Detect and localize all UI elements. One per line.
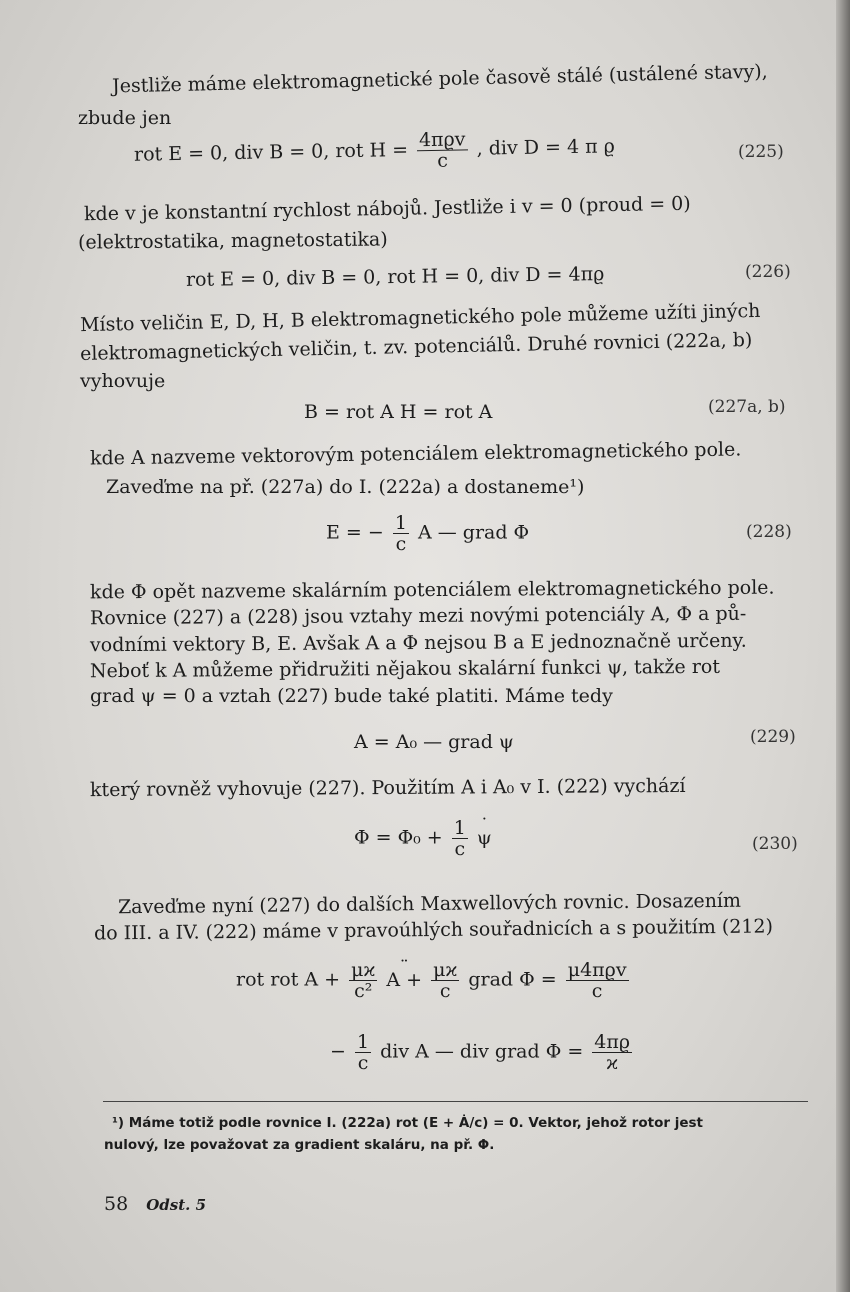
text-line: zbude jen	[78, 107, 172, 129]
equation-229: A = A₀ — grad ψ	[354, 731, 514, 753]
text-line: kde Φ opět nazveme skalárním potenciálem elektromagnetického pole.	[89, 576, 775, 604]
page-number: 58	[104, 1193, 129, 1215]
text-line: vyhovuje	[80, 370, 166, 392]
text-line: grad ψ = 0 a vztah (227) bude také platiti. Máme tedy	[90, 685, 613, 707]
page-folio	[104, 1193, 206, 1215]
equation-231: rot rot A + $\frac{\mu ϰ}{\text{c²}}$ A + ¨ $\frac{\mu ϰ}{c}$ grad Φ = $\frac{\text{μ4πϱv}}{c}$	[236, 960, 632, 1001]
equation-number: (226)	[745, 262, 791, 282]
equation-230: Φ = Φ₀ + $\frac{1}{c}$ ψ ˙	[354, 818, 492, 859]
equation-228: E = − $\frac{1}{c}$ A — grad Φ	[326, 512, 530, 555]
footnote-line: ¹) Máme totiž podle rovnice I. (222a) rot (E + Ȧ/c) = 0. Vektor, jehož rotor jest	[112, 1115, 703, 1131]
text-line: Rovnice (227) a (228) jsou vztahy mezi novými potenciály A, Φ a pů-	[89, 602, 747, 630]
section-label: Odst. 5	[146, 1196, 207, 1214]
equation-number: (227a, b)	[708, 397, 786, 417]
text-line: vodními vektory B, E. Avšak A a Φ nejsou B a E jednoznačně určeny.	[89, 629, 747, 657]
text-line: Jestliže máme elektromagnetické pole časově stálé (ustálené stavy),	[111, 60, 768, 98]
equation-227: B = rot A H = rot A	[304, 401, 493, 423]
text-line: Neboť k A můžeme přidružiti nějakou skalární funkci ψ, takže rot	[89, 655, 721, 683]
text-line: Zaveďme nyní (227) do dalších Maxwellových rovnic. Dosazením	[117, 889, 742, 919]
text-line: který rovněž vyhovuje (227). Použitím A i A₀ v I. (222) vychází	[89, 774, 686, 802]
text-line: elektromagnetických veličin, t. zv. potenciálů. Druhé rovnici (222a, b)	[79, 328, 753, 366]
text-line: (elektrostatika, magnetostatika)	[77, 228, 388, 254]
text-line: do III. a IV. (222) máme v pravoúhlých souřadnicích a s použitím (212)	[93, 915, 774, 945]
text-line: Zaveďme na př. (227a) do I. (222a) a dostaneme¹)	[106, 476, 585, 498]
equation-number: (228)	[746, 522, 792, 542]
page-edge-shadow	[836, 0, 850, 1292]
equation-225: rot E = 0, div B = 0, rot H = $\frac{\text{4πϱv}}{c}$ , div D = 4 π ϱ	[133, 128, 615, 172]
text-line: Místo veličin E, D, H, B elektromagnetického pole můžeme užíti jiných	[79, 299, 761, 337]
footnote-rule	[103, 1101, 808, 1102]
equation-number: (230)	[752, 834, 798, 854]
footnote-line: nulový, lze považovat za gradient skaláru, na př. Φ.	[104, 1137, 495, 1153]
text-line: kde A nazveme vektorovým potenciálem elektromagnetického pole.	[89, 438, 742, 470]
equation-232: − $\frac{1}{c}$ div A — div grad Φ = $\frac{4\pi ϱ}{ϰ}$	[330, 1031, 631, 1074]
text-line: kde v je konstantní rychlost nábojů. Jestliže i v = 0 (proud = 0)	[83, 192, 691, 226]
equation-number: (229)	[750, 727, 796, 747]
equation-number: (225)	[738, 142, 784, 162]
equation-226: rot E = 0, div B = 0, rot H = 0, div D = 4πϱ	[185, 263, 605, 291]
